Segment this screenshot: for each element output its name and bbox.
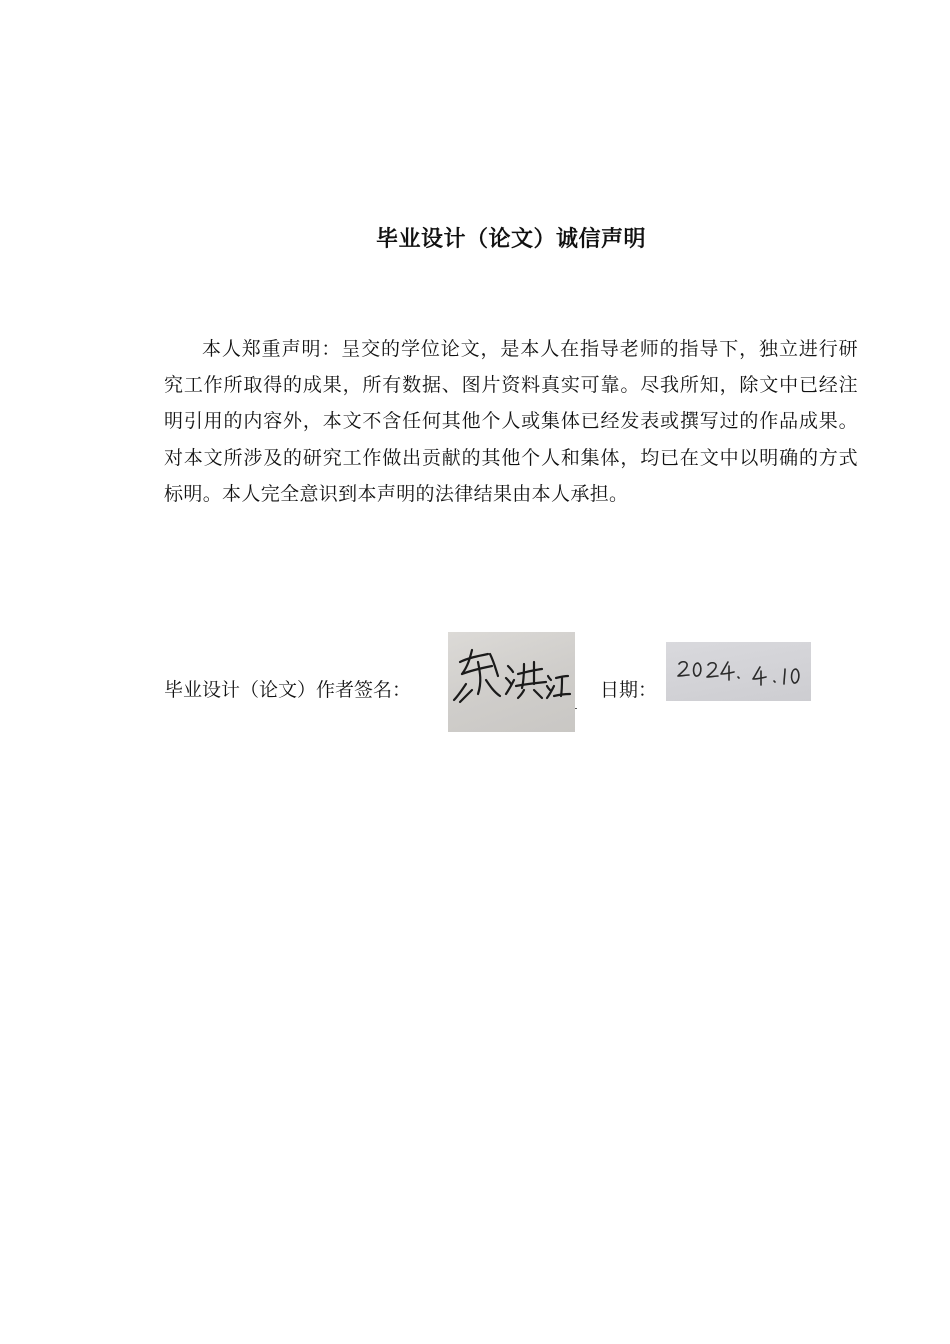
declaration-text: 本人郑重声明：呈交的学位论文，是本人在指导老师的指导下，独立进行研究工作所取得的成果，所有数据、图片资料真实可靠。尽我所知，除文中已经注明引用的内容外，本文不含任何其他个人或集体已经发表或撰写过的作品成果。对本文所涉及的研究工作做出贡献的其他个人和集体，均已在文中以明确的方式标明。本人完全意识到本声明的法律结果由本人承担。 [164,338,858,505]
handwritten-date-image [666,642,811,701]
date-label: 日期： [600,679,658,701]
signature-label: 毕业设计（论文）作者签名： [164,679,412,701]
page-title: 毕业设计（论文）诚信声明 [375,227,646,252]
handwritten-signature-image [448,632,575,732]
signature-underline-mark [575,708,577,709]
